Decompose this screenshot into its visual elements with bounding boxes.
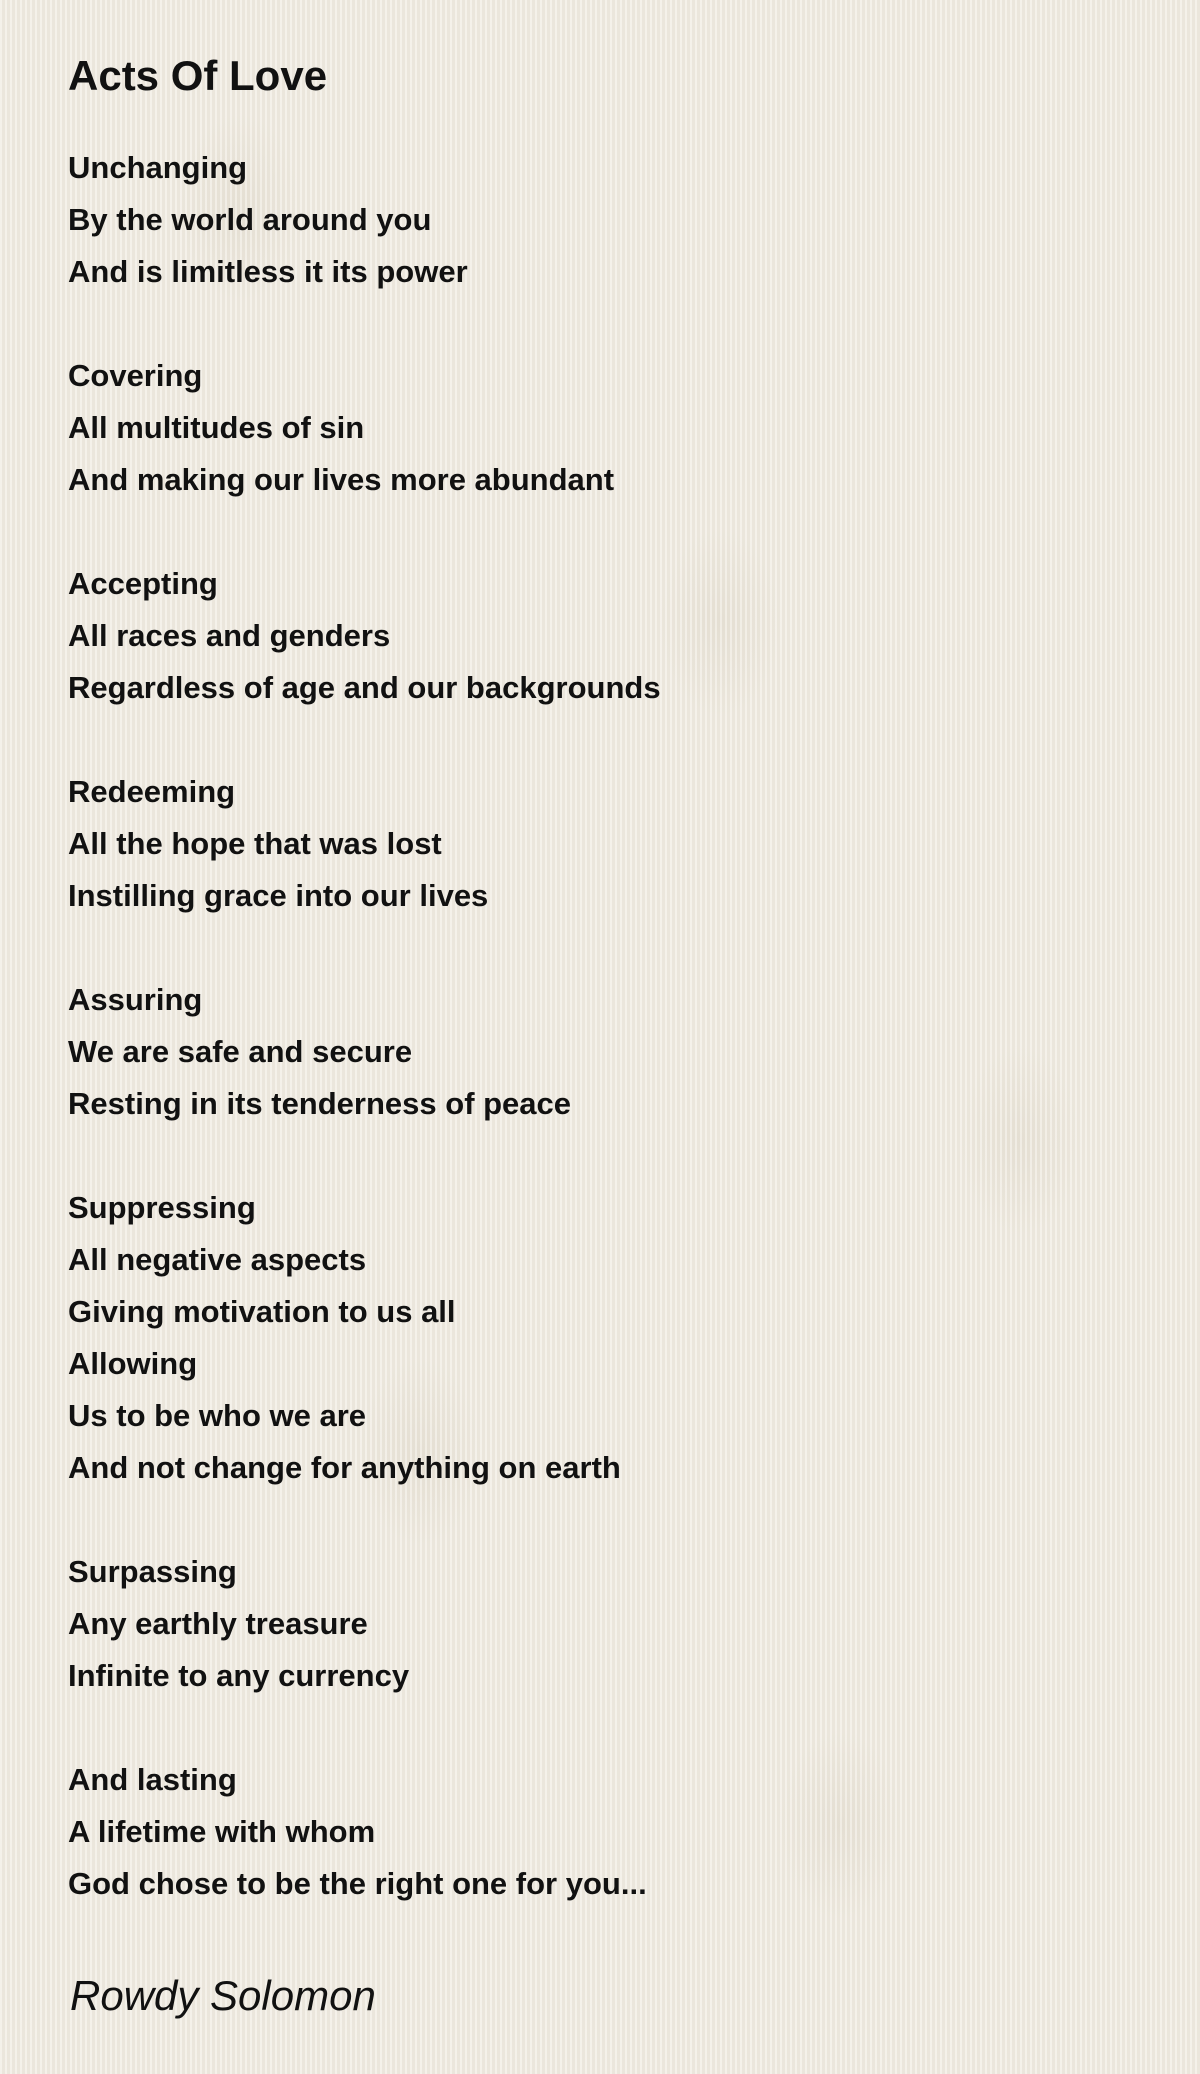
poem-card <box>68 48 1128 1962</box>
stanza <box>68 1546 1128 1702</box>
poem-line: Regardless of age and our backgrounds <box>68 670 661 705</box>
poem-line: Assuring <box>68 982 203 1017</box>
stanza <box>68 142 1128 298</box>
poem-line: And making our lives more abundant <box>68 462 615 497</box>
poem-line: Unchanging <box>68 150 248 185</box>
poem-line: Redeeming <box>68 774 236 809</box>
stanza <box>68 974 1128 1130</box>
poem-line: Accepting <box>68 566 218 601</box>
poem-line: God chose to be the right one for you... <box>68 1866 647 1901</box>
poem-line: Covering <box>68 358 203 393</box>
poem-line: All the hope that was lost <box>68 826 442 861</box>
poem-line: Infinite to any currency <box>68 1658 410 1693</box>
poem-line: Allowing <box>68 1346 198 1381</box>
poem-line: Giving motivation to us all <box>68 1294 456 1329</box>
poem-line: We are safe and secure <box>68 1034 413 1069</box>
poem-title: Acts Of Love <box>68 52 328 99</box>
poem-line: Us to be who we are <box>68 1398 367 1433</box>
poem-line: Any earthly treasure <box>68 1606 368 1641</box>
poem-line: Surpassing <box>68 1554 237 1589</box>
poem-line: And is limitless it its power <box>68 254 468 289</box>
poem-line: A lifetime with whom <box>68 1814 376 1849</box>
stanza <box>68 350 1128 506</box>
poem-line: And lasting <box>68 1762 237 1797</box>
stanza <box>68 1182 1128 1494</box>
stanza <box>68 1754 1128 1910</box>
poem-author: Rowdy Solomon <box>70 1972 376 2019</box>
poem-line: All races and genders <box>68 618 391 653</box>
poem-line: Resting in its tenderness of peace <box>68 1086 572 1121</box>
poem-line: By the world around you <box>68 202 432 237</box>
poem-line: All negative aspects <box>68 1242 367 1277</box>
poem-line: And not change for anything on earth <box>68 1450 621 1485</box>
poem-line: All multitudes of sin <box>68 410 365 445</box>
poem-line: Suppressing <box>68 1190 256 1225</box>
poem-line: Instilling grace into our lives <box>68 878 489 913</box>
stanza <box>68 558 1128 714</box>
stanza <box>68 766 1128 922</box>
